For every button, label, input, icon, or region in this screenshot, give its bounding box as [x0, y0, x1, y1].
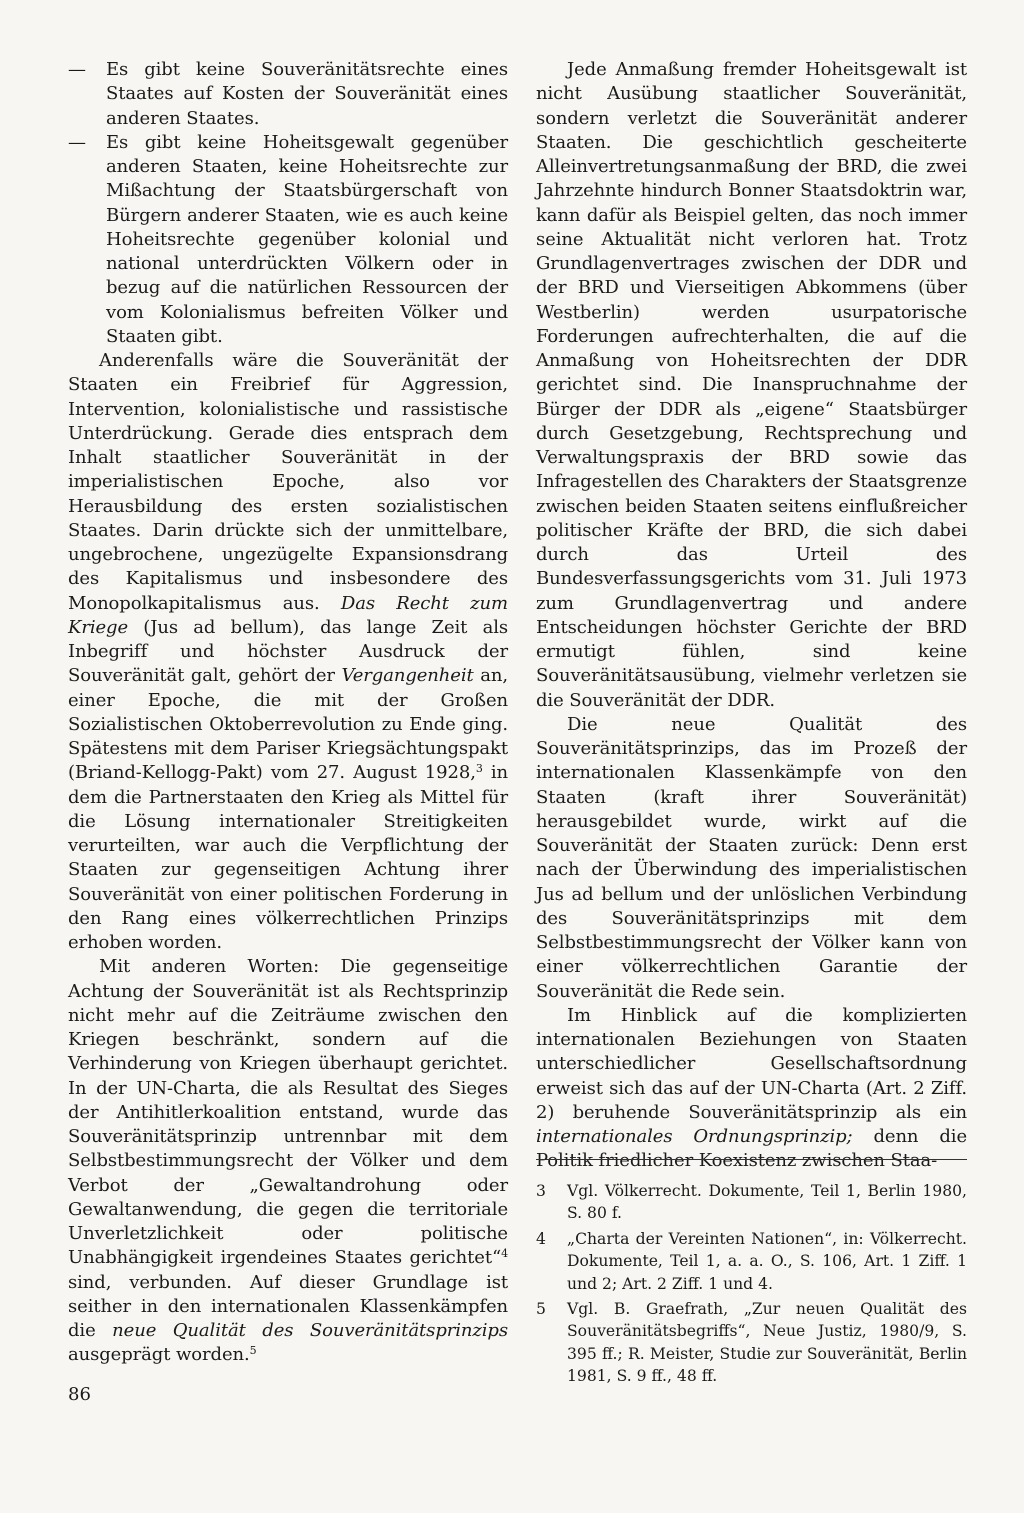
text-run: in dem die Partnerstaaten den Krieg als Mittel für die Lösung internationaler Streitigkeiten verurteilten, war auch die Verpflichtung der Staaten zur gegenseitigen Achtung ihrer Souveränität von einer politischen Forderung in den Rang eines völkerrechtlichen Prinzips erhoben worden.	[68, 762, 508, 953]
left-column	[68, 58, 508, 1368]
paragraph-anderenfalls	[68, 349, 508, 955]
list-dash: —	[68, 131, 86, 153]
footnote-number: 5	[536, 1300, 546, 1319]
text-run: an, einer Epoche, die mit der Großen Sozialistischen Oktoberrevolution zu Ende ging. Spätestens mit dem Pariser Kriegsächtungspakt (Briand-Kellogg-Pakt) vom 27. August 1928,	[68, 665, 508, 784]
text-run: Anderenfalls wäre die Souveränität der Staaten ein Freibrief für Aggression, Intervention, kolonialistische und rassistische Unterdrückung. Gerade dies entsprach dem Inhalt staatlicher Souveränität in der imperialistischen Epoche, also vor Herausbildung des ersten sozialistischen Staates. Darin drückte sich der unmittelbare, ungebrochene, ungezügelte Expansionsdrang des Kapitalismus und insbesondere des Monopolkapitalismus aus.	[68, 350, 508, 614]
text-run: ausgeprägt worden.	[68, 1344, 250, 1366]
list-dash: —	[68, 59, 86, 80]
footnote-5	[536, 1298, 967, 1388]
emphasis-ordnungsprinzip: internationales Ordnungsprinzip;	[536, 1126, 853, 1147]
footnote-ref-5: 5	[249, 1344, 257, 1358]
list-item	[68, 58, 508, 131]
text-run: Im Hinblick auf die komplizierten internationalen Beziehungen von Staaten unterschiedlicher Gesellschaftsordnung erweist sich das auf der UN-Charta (Art. 2 Ziff. 2) beruhende Souveränitätsprinzip als ein	[536, 1004, 967, 1123]
paragraph-jede-anmassung: Jede Anmaßung fremder Hoheitsgewalt ist nicht Ausübung staatlicher Souveränität, sondern verletzt die Souveränität anderer Staaten. Die geschichtlich gescheiterte Alleinvertretungsanmaßung der BRD, die zwei Jahrzehnte hindurch Bonner Staatsdoktrin war, kann dafür als Beispiel gelten, das noch immer seine Aktualität nicht verloren hat. Trotz Grundlagenvertrages zwischen der DDR und der BRD und Vierseitigen Abkommens (über Westberlin) werden usurpatorische Forderungen aufrechterhalten, die auf die Anmaßung von Hoheitsrechten der DDR gerichtet sind. Die Inanspruchnahme der Bürger der DDR als „eigene“ Staatsbürger durch Gesetzgebung, Rechtsprechung und Verwaltungspraxis der BRD sowie das Infragestellen des Charakters der Staatsgrenze zwischen beiden Staaten seitens einflußreicher politischer Kräfte der BRD, die sich dabei durch das Urteil des Bundesverfassungsgerichts vom 31. Juli 1973 zum Grundlagenvertrag und andere Entscheidungen höchster Gerichte der BRD ermutigt fühlen, sind keine Souveränitätsausübung, vielmehr verletzen sie die Souveränität der DDR.	[536, 59, 967, 711]
footnote-text: Vgl. Völkerrecht. Dokumente, Teil 1, Berlin 1980, S. 80 f.	[567, 1182, 967, 1223]
paragraph-mit-anderen-worten	[68, 955, 508, 1367]
footnote-number: 4	[536, 1229, 546, 1248]
footnote-ref-3: 3	[475, 762, 483, 776]
footnotes	[536, 1180, 967, 1391]
dash-list	[68, 58, 508, 349]
paragraph-neue-qualitaet: Die neue Qualität des Souveränitätsprinzips, das im Prozeß der internationalen Klassenkämpfe von den Staaten (kraft ihrer Souveränität) herausgebildet wurde, wirkt auf die Souveränität der Staaten zurück: Denn erst nach der Überwindung des imperialistischen Jus ad bellum und der unlöslichen Verbindung des Souveränitätsprinzips mit dem Selbstbestimmungsrecht der Völker kann von einer völkerrechtlichen Garantie der Souveränität die Rede sein.	[536, 713, 967, 1002]
text-run: Mit anderen Worten: Die gegenseitige Achtung der Souveränität ist als Rechtsprinzip nicht mehr auf die Zeiträume zwischen den Kriegen beschränkt, sondern auf die Verhinderung von Kriegen überhaupt gerichtet. In der UN-Charta, die als Resultat des Sieges der Antihitlerkoalition entstand, wurde das Souveränitätsprinzip untrennbar mit dem Selbstbestimmungsrecht der Völker und dem Verbot der „Gewaltandrohung oder Gewaltanwendung, die gegen die territoriale Unverletzlichkeit oder politische Unabhängigkeit irgendeines Staates gerichtet“	[68, 956, 508, 1269]
list-item-text: Es gibt keine Hoheitsgewalt gegenüber anderen Staaten, keine Hoheitsrechte zur Mißachtung der Staatsbürgerschaft von Bürgern anderer Staaten, wie es auch keine Hoheitsrechte gegenüber kolonial und national unterdrückten Völkern oder in bezug auf die natürlichen Ressourcen der vom Kolonialismus befreiten Völker und Staaten gibt.	[106, 131, 508, 347]
footnote-number: 3	[536, 1182, 546, 1200]
footnote-3	[536, 1180, 967, 1225]
emphasis-recht-zum-kriege: Das Recht zum Kriege	[68, 592, 508, 638]
emphasis-vergangenheit: Vergangenheit	[341, 665, 474, 687]
text-run: denn die Politik friedlicher Koexistenz zwischen Staa-	[536, 1126, 967, 1172]
footnote-divider	[536, 1159, 967, 1160]
list-item	[68, 131, 508, 349]
emphasis-neue-qualitaet: neue Qualität des Souveränitätsprinzips	[112, 1320, 508, 1341]
footnote-4	[536, 1228, 967, 1295]
list-item-text: Es gibt keine Souveränitätsrechte eines Staates auf Kosten der Souveränität eines anderen Staates.	[106, 59, 508, 129]
footnote-text: „Charta der Vereinten Nationen“, in: Völkerrecht. Dokumente, Teil 1, a. a. O., S. 106, Art. 1 Ziff. 1 und 2; Art. 2 Ziff. 1 und 4.	[567, 1229, 967, 1293]
page-number: 86	[68, 1384, 91, 1405]
text-run: sind, verbunden. Auf dieser Grundlage ist seither in den internationalen Klassenkämpfen die	[68, 1271, 508, 1341]
paragraph-im-hinblick	[536, 1004, 967, 1174]
right-column	[536, 58, 967, 1174]
text-run: (Jus ad bellum), das lange Zeit als Inbegriff und höchster Ausdruck der Souveränität galt, gehört der	[68, 616, 508, 687]
footnote-ref-4: 4	[501, 1247, 508, 1261]
footnote-text: Vgl. B. Graefrath, „Zur neuen Qualität des Souveränitätsbegriffs“, Neue Justiz, 1980/9, S. 395 ff.; R. Meister, Studie zur Souveränität, Berlin 1981, S. 9 ff., 48 ff.	[567, 1300, 967, 1386]
